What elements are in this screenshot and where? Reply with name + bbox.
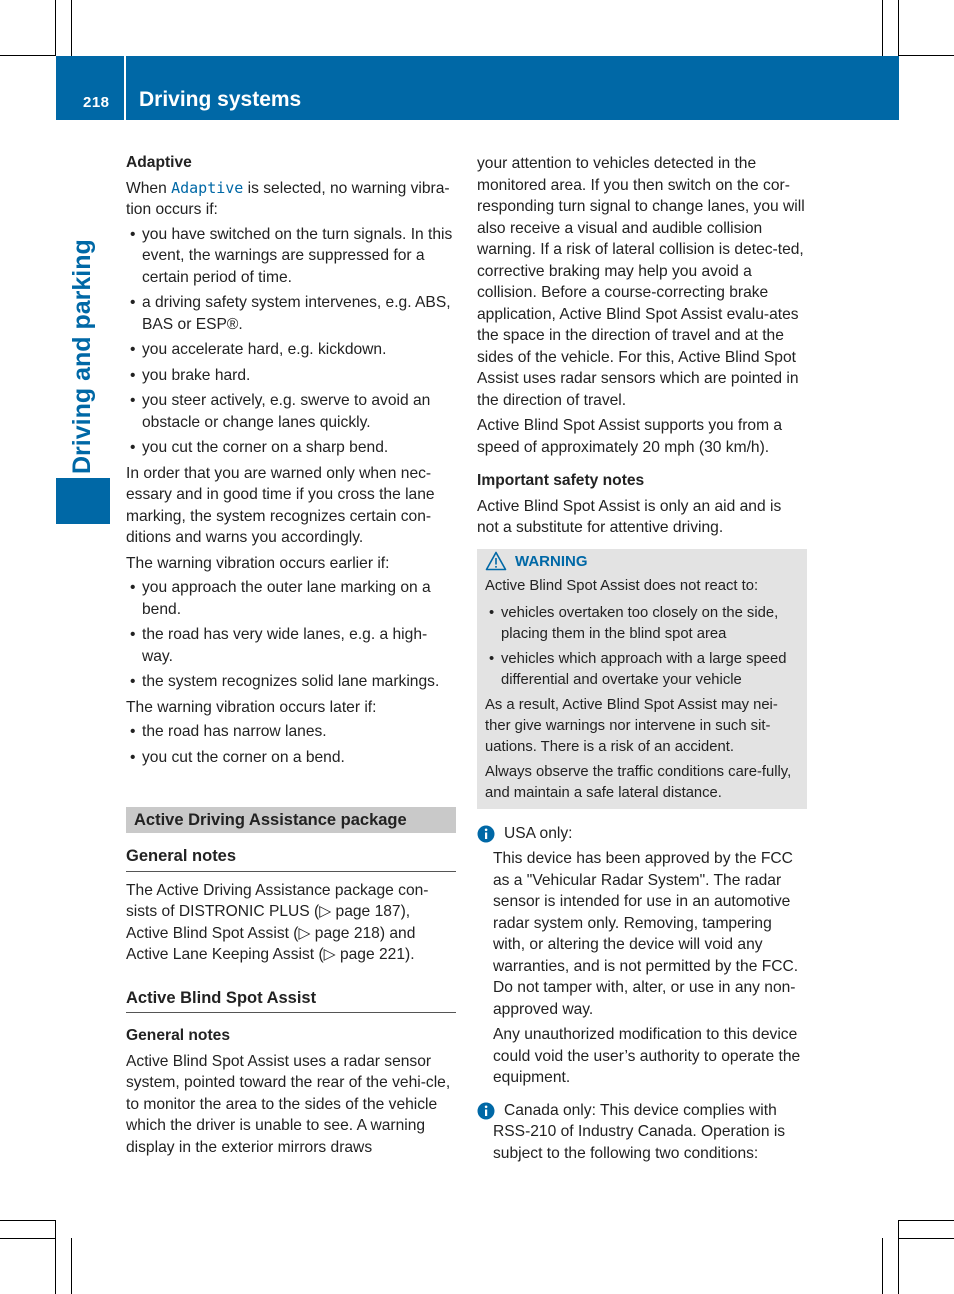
safety-heading: Important safety notes (477, 472, 645, 489)
info-usa-lead: USA only: (504, 824, 573, 842)
info-icon (477, 1102, 495, 1120)
adaptive-heading: Adaptive (126, 154, 192, 171)
adaptive-intro-before: When (126, 179, 172, 197)
list-item: • vehicles overtaken too closely on the side, placing them in the blind spot area (485, 603, 799, 645)
crop-mark (898, 1220, 954, 1221)
list-item: • you approach the outer lane marking on a bend. (126, 577, 456, 620)
warning-paragraph: As a result, Active Blind Spot Assist may nei-ther give warnings nor intervene in such sit-uations. There is a risk of an accident. (485, 696, 778, 755)
side-label: Driving and parking (68, 239, 96, 474)
adaptive-setting-name: Adaptive (171, 178, 244, 197)
adaptive-intro (126, 178, 456, 221)
info-canada (477, 1100, 807, 1165)
abs-paragraph-continued: your attention to vehicles detected in the monitored area. If you then switch on the cor-responding turn signal to change lanes, you will also receive a visual and audible collision warning. If a risk of lateral collision is detec-ted, corrective braking may help you avoid a collision. Before a course-correcting brake application, Active Blind Spot Assist evalu-ates the space in the direction of travel and at the sides of the vehicle. For this, Active Blind Spot Assist uses radar sensors which are pointed in the direction of travel. (477, 155, 805, 409)
abs-paragraph: Active Blind Spot Assist uses a radar sensor system, pointed toward the rear of the vehi-cle, to monitor the area to the sides of the vehicle which the driver is unable to see. A warning display in the exterior mirrors draws (126, 1052, 451, 1156)
header-divider (124, 56, 126, 120)
list-item: • you brake hard. (126, 365, 456, 387)
crop-mark (55, 0, 56, 56)
crop-mark (882, 1238, 883, 1294)
list-item: • the road has narrow lanes. (126, 721, 456, 743)
warning-label: WARNING (515, 552, 588, 570)
right-column (477, 153, 807, 1164)
left-column (126, 152, 456, 1158)
list-item: • you cut the corner on a bend. (126, 747, 456, 769)
crop-mark (898, 1220, 899, 1294)
earlier-intro: The warning vibration occurs earlier if: (126, 554, 390, 572)
abs-general-heading: General notes (126, 1027, 230, 1044)
crop-mark (0, 1238, 56, 1239)
page-number: 218 (83, 94, 110, 111)
list-item: • a driving safety system intervenes, e.g. ABS, BAS or ESP®. (126, 292, 456, 335)
info-icon (477, 825, 495, 843)
warning-intro: Active Blind Spot Assist does not react to: (485, 577, 759, 594)
package-paragraph: The Active Driving Assistance package con-sists of DISTRONIC PLUS (▷ page 187), Active Blind Spot Assist (▷ page 218) and Active Lane Keeping Assist (▷ page 221). (126, 881, 429, 963)
later-intro: The warning vibration occurs later if: (126, 698, 377, 716)
adaptive-intro-after: is selected, no warning vibra-tion occurs if: (126, 179, 450, 218)
abs-heading: Active Blind Spot Assist (126, 988, 456, 1014)
earlier-list (126, 577, 456, 693)
side-tab (56, 478, 110, 524)
general-notes-heading: General notes (126, 846, 456, 872)
list-item: • you steer actively, e.g. swerve to avoid an obstacle or change lanes quickly. (126, 390, 456, 433)
warning-paragraph: Always observe the traffic conditions care-fully, and maintain a safe lateral distance. (485, 763, 792, 801)
info-canada-text: Canada only: This device complies with RSS-210 of Industry Canada. Operation is subject to the following two conditions: (493, 1101, 786, 1162)
speed-paragraph: Active Blind Spot Assist supports you from a speed of approximately 20 mph (30 km/h). (477, 417, 783, 456)
warned-paragraph: In order that you are warned only when nec-essary and in good time if you cross the lane marking, the system recognizes certain con-ditions and warns you accordingly. (126, 464, 435, 546)
adaptive-list (126, 224, 456, 459)
warning-triangle-icon (485, 551, 507, 571)
warning-header (485, 551, 799, 572)
list-item: • you have switched on the turn signals. In this event, the warnings are suppressed for a certain period of time. (126, 224, 456, 289)
safety-paragraph: Active Blind Spot Assist is only an aid and is not a substitute for attentive driving. (477, 497, 782, 536)
section-title: Driving systems (139, 88, 302, 111)
crop-mark (898, 0, 899, 56)
crop-mark (55, 1220, 56, 1294)
info-usa (477, 823, 807, 1089)
list-item: • you accelerate hard, e.g. kickdown. (126, 339, 456, 361)
list-item: • vehicles which approach with a large speed differential and overtake your vehicle (485, 649, 799, 691)
crop-mark (71, 1238, 72, 1294)
list-item: • you cut the corner on a sharp bend. (126, 437, 456, 459)
package-heading: Active Driving Assistance package (126, 807, 456, 833)
crop-mark (0, 1220, 56, 1221)
later-list (126, 721, 456, 768)
crop-mark (71, 0, 72, 56)
list-item: • the system recognizes solid lane markings. (126, 671, 456, 693)
info-usa-paragraph: This device has been approved by the FCC as a "Vehicular Radar System". The radar sensor is intended for use in an automotive radar system only. Removing, tampering with, or altering the device will void any warranties, and is not permitted by the FCC. Do not tamper with, alter, or use in any non-approved way. (493, 850, 799, 1018)
list-item: • the road has very wide lanes, e.g. a high-way. (126, 624, 456, 667)
warning-box (477, 549, 807, 809)
info-usa-paragraph: Any unauthorized modification to this device could void the user’s authority to operate the equipment. (493, 1026, 801, 1086)
crop-mark (0, 55, 56, 56)
crop-mark (898, 55, 954, 56)
crop-mark (898, 1238, 954, 1239)
warning-list (485, 603, 799, 691)
crop-mark (882, 0, 883, 56)
